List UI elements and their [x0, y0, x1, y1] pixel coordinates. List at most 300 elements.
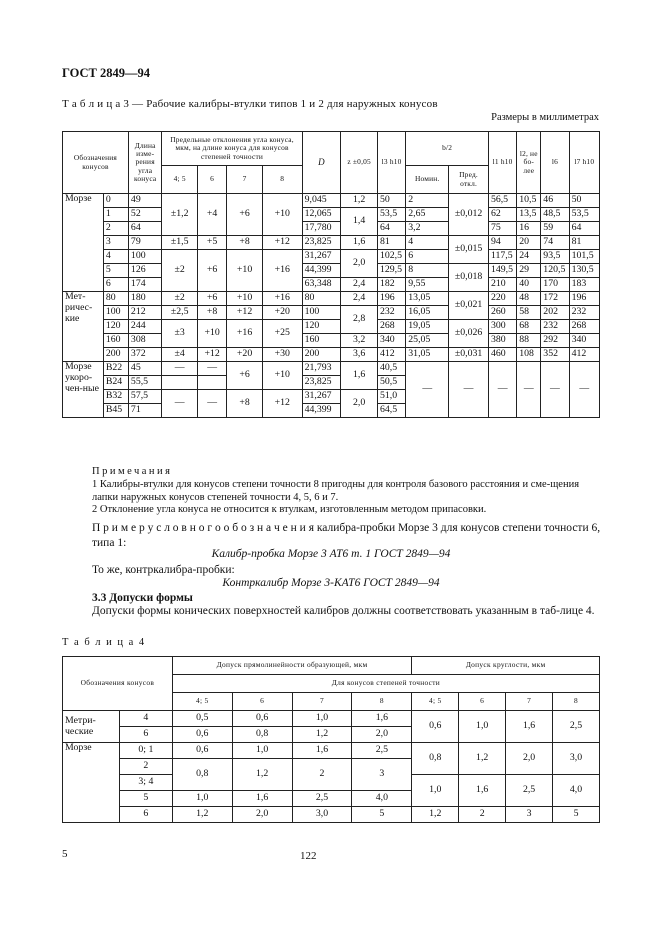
cell-len: 308	[128, 334, 161, 348]
t4-round-cell: 3	[506, 807, 553, 823]
cell-l1: 380	[488, 334, 516, 348]
cell-des: B45	[103, 404, 128, 418]
t4-cell-s6: 1,0	[232, 743, 292, 759]
cell-des: B22	[103, 362, 128, 376]
cell-len: 100	[128, 250, 161, 264]
cell-l3: 51,0	[377, 390, 405, 404]
cell-l1: 56,5	[488, 194, 516, 208]
t4-cell-des: 6	[119, 807, 172, 823]
t4-round-cell: 1,6	[459, 775, 506, 807]
section-title: 3.3 Допуски формы	[92, 592, 193, 604]
cell-l6: 93,5	[541, 250, 569, 264]
table4-title: Т а б л и ц а 4	[62, 637, 146, 648]
cell-d45: —	[162, 362, 198, 376]
cell-l3: 50	[377, 194, 405, 208]
t4-deg7-r: 7	[506, 693, 553, 711]
cell-len: 71	[128, 404, 161, 418]
t4-deg8-s: 8	[352, 693, 412, 711]
t4-group-metric-2: ческие	[65, 725, 94, 737]
col-l1: l1 h10	[488, 132, 516, 194]
col-deg8: 8	[262, 166, 302, 194]
t4-cell-s7: 3,0	[292, 807, 352, 823]
cell-z: 3,2	[341, 334, 378, 348]
cell-l7: 412	[569, 348, 599, 362]
example-formula: Калибр-пробка Морзе 3 АТ6 т. 1 ГОСТ 2849—94	[211, 548, 451, 560]
example-label-rest: калибра-пробки Морзе 3 для конусов степени точности 6, типа 1:	[92, 522, 601, 549]
cell-l1: 260	[488, 306, 516, 320]
t4-round-cell: 2	[459, 807, 506, 823]
table3-row	[63, 362, 600, 376]
cell-z: 1,6	[341, 362, 378, 390]
t4-cell-s8: 4,0	[352, 791, 412, 807]
cell-l6: 59	[541, 222, 569, 236]
cell-l3: 232	[377, 306, 405, 320]
t4-col-straightness: Допуск прямолинейности образующей, мкм	[172, 657, 412, 675]
cell-d7: +8	[227, 236, 263, 250]
cell-d8: +20	[262, 306, 302, 320]
col-pred: Пред. откл.	[449, 166, 489, 194]
t4-cell-s45: 0,5	[172, 711, 232, 727]
t4-cell-s7: 2	[292, 759, 352, 791]
cell-D: 9,045	[302, 194, 341, 208]
t4-deg8-r: 8	[553, 693, 600, 711]
cell-d45: ±3	[162, 320, 198, 348]
cell-nom: 2	[406, 194, 449, 208]
cell-nom: 8	[406, 264, 449, 278]
t4-round-cell: 3,0	[553, 743, 600, 775]
example-label-spaced: П р и м е р у с л о в н о г о о б о з н а ч е н и я	[92, 522, 314, 534]
cell-l1: 300	[488, 320, 516, 334]
cell-D: 100	[302, 306, 341, 320]
cell-l7: 53,5	[569, 208, 599, 222]
cell-len: 180	[128, 292, 161, 306]
cell-l3: 64	[377, 222, 405, 236]
cell-des: B32	[103, 390, 128, 404]
t4-deg45-r: 4; 5	[412, 693, 459, 711]
t4-round-cell: 1,0	[459, 711, 506, 743]
cell-d6: +4	[197, 194, 226, 236]
cell-D: 44,399	[302, 264, 341, 278]
cell-d8: +10	[262, 194, 302, 236]
t4-cell-s6: 0,8	[232, 727, 292, 743]
col-l7: l7 h10	[569, 132, 599, 194]
cell-l1: 94	[488, 236, 516, 250]
table3-row	[63, 222, 600, 236]
t4-cell-s6: 0,6	[232, 711, 292, 727]
cell-des: B24	[103, 376, 128, 390]
table3-title: Т а б л и ц а 3 — Рабочие калибры-втулки типов 1 и 2 для наружных конусов	[62, 98, 438, 110]
cell-l1: 117,5	[488, 250, 516, 264]
t4-cell-s8: 2,0	[352, 727, 412, 743]
cell-l2: —	[517, 362, 541, 418]
cell-d8: +12	[262, 236, 302, 250]
cell-l2: 40	[517, 278, 541, 292]
t4-cell-des: 2	[119, 759, 172, 775]
cell-D: 12,065	[302, 208, 341, 222]
cell-l6: 120,5	[541, 264, 569, 278]
cell-l2: 20	[517, 236, 541, 250]
cell-len: 372	[128, 348, 161, 362]
table4-row	[63, 711, 600, 727]
t4-round-cell: 2,5	[553, 711, 600, 743]
cell-d8: +16	[262, 250, 302, 292]
cell-d45: ±1,5	[162, 236, 198, 250]
group-short: Морзе укоро-чен-ные	[63, 362, 104, 418]
cell-nom: 3,2	[406, 222, 449, 236]
cell-len: 45	[128, 362, 161, 376]
cell-l3: 53,5	[377, 208, 405, 222]
t4-cell-des: 3; 4	[119, 775, 172, 791]
cell-l7: 268	[569, 320, 599, 334]
col-deg45: 4; 5	[162, 166, 198, 194]
table4-row	[63, 807, 600, 823]
table4	[62, 656, 600, 823]
cell-l1: 62	[488, 208, 516, 222]
cell-D: 80	[302, 292, 341, 306]
cell-len: 64	[128, 222, 161, 236]
cell-des: 3	[103, 236, 128, 250]
table4-row	[63, 743, 600, 759]
cell-nom: 31,05	[406, 348, 449, 362]
cell-z: 1,4	[341, 208, 378, 236]
cell-z: 2,0	[341, 250, 378, 278]
cell-d6	[197, 376, 226, 390]
cell-l3: 412	[377, 348, 405, 362]
col-l3: l3 h10	[377, 132, 405, 194]
t4-round-cell: 0,6	[412, 711, 459, 743]
cell-nom: —	[406, 362, 449, 418]
table4-body	[63, 711, 600, 823]
cell-l1: 75	[488, 222, 516, 236]
t4-cell-s8: 5	[352, 807, 412, 823]
cell-des: 4	[103, 250, 128, 264]
cell-l1: 220	[488, 292, 516, 306]
cell-l7: 183	[569, 278, 599, 292]
t4-deg7-s: 7	[292, 693, 352, 711]
cell-l2: 29	[517, 264, 541, 278]
cell-d6: +10	[197, 320, 226, 348]
t4-cell-s45: 1,2	[172, 807, 232, 823]
t4-col-designation: Обозначения конусов	[63, 657, 173, 711]
cell-l3: 196	[377, 292, 405, 306]
cell-l7: 101,5	[569, 250, 599, 264]
cell-l6: 172	[541, 292, 569, 306]
cell-l3: 182	[377, 278, 405, 292]
cell-d6: —	[197, 390, 226, 418]
cell-z: 3,6	[341, 348, 378, 362]
cell-pred: ±0,021	[449, 292, 489, 320]
cell-d6: +6	[197, 250, 226, 292]
group-metric: Мет-ричес-кие	[63, 292, 104, 362]
cell-D: 120	[302, 320, 341, 334]
cell-l2: 88	[517, 334, 541, 348]
cell-l6: 74	[541, 236, 569, 250]
cell-D: 17,780	[302, 222, 341, 236]
col-deg6: 6	[197, 166, 226, 194]
cell-l3: 340	[377, 334, 405, 348]
cell-nom: 4	[406, 236, 449, 250]
cell-l6: 352	[541, 348, 569, 362]
note-1: 1 Калибры-втулки для конусов степени точности 8 пригодны для контроля базового расстояния и сме-щения лапки наружных конусов степеней точности 4, 5, 6 и 7.	[92, 479, 580, 503]
cell-pred: ±0,018	[449, 264, 489, 292]
cell-len: 126	[128, 264, 161, 278]
group-morse: Морзе	[63, 194, 104, 292]
table3-row	[63, 250, 600, 264]
t4-col-degrees: Для конусов степеней точности	[172, 675, 599, 693]
t4-cell-s6: 1,2	[232, 759, 292, 791]
cell-l6: 202	[541, 306, 569, 320]
col-z: z ±0,05	[341, 132, 378, 194]
t4-round-cell: 2,5	[506, 775, 553, 807]
cell-len: 79	[128, 236, 161, 250]
cell-l1: 149,5	[488, 264, 516, 278]
cell-d6: +5	[197, 236, 226, 250]
table3	[62, 131, 600, 418]
cell-D: 200	[302, 348, 341, 362]
cell-l2: 10,5	[517, 194, 541, 208]
cell-d7: +12	[227, 306, 263, 320]
cell-d7: +10	[227, 292, 263, 306]
cell-l6: 48,5	[541, 208, 569, 222]
t4-round-cell: 1,2	[412, 807, 459, 823]
cell-l3: 64,5	[377, 404, 405, 418]
t4-cell-des: 5	[119, 791, 172, 807]
cell-z: 2,4	[341, 292, 378, 306]
cell-d6: +12	[197, 348, 226, 362]
t4-cell-s8: 3	[352, 759, 412, 791]
cell-z: 2,4	[341, 278, 378, 292]
table3-body	[63, 194, 600, 418]
col-l6: l6	[541, 132, 569, 194]
cell-d45	[162, 376, 198, 390]
cell-pred: ±0,012	[449, 194, 489, 236]
cell-d8: +12	[262, 390, 302, 418]
table3-row	[63, 236, 600, 250]
t4-round-cell: 4,0	[553, 775, 600, 807]
col-deviations: Предельные отклонения угла конуса, мкм, на длине конуса для конусов степеней точности	[162, 132, 302, 166]
cell-l7: 232	[569, 306, 599, 320]
cell-D: 23,825	[302, 376, 341, 390]
cell-l2: 13,5	[517, 208, 541, 222]
t4-group-metric-1: Метри-	[65, 714, 96, 726]
cell-z: 2,0	[341, 390, 378, 418]
cell-l7: 50	[569, 194, 599, 208]
cell-pred: —	[449, 362, 489, 418]
t4-group-morse: Морзе	[63, 743, 120, 823]
cell-nom: 16,05	[406, 306, 449, 320]
t4-group-metric	[63, 711, 120, 743]
cell-l3: 102,5	[377, 250, 405, 264]
cell-len: 244	[128, 320, 161, 334]
cell-d8: +25	[262, 320, 302, 348]
table3-row	[63, 292, 600, 306]
notes-title: Примечания	[92, 466, 173, 477]
cell-pred: ±0,026	[449, 320, 489, 348]
t4-cell-s7: 2,5	[292, 791, 352, 807]
cell-l2: 68	[517, 320, 541, 334]
table3-row	[63, 348, 600, 362]
cell-d45: ±2	[162, 250, 198, 292]
cell-des: 2	[103, 222, 128, 236]
cell-len: 174	[128, 278, 161, 292]
cell-l3: 129,5	[377, 264, 405, 278]
t4-col-roundness: Допуск круглости, мкм	[412, 657, 600, 675]
cell-d7: +6	[227, 194, 263, 236]
t4-cell-s45: 1,0	[172, 791, 232, 807]
t4-deg6-r: 6	[459, 693, 506, 711]
cell-len: 55,5	[128, 376, 161, 390]
cell-d45: ±1,2	[162, 194, 198, 236]
cell-len: 57,5	[128, 390, 161, 404]
cell-pred: ±0,015	[449, 236, 489, 264]
table3-row	[63, 306, 600, 320]
table3-row	[63, 264, 600, 278]
t4-cell-s7: 1,2	[292, 727, 352, 743]
cell-d8: +16	[262, 292, 302, 306]
t4-deg45-s: 4; 5	[172, 693, 232, 711]
cell-l6: —	[541, 362, 569, 418]
t4-cell-s7: 1,6	[292, 743, 352, 759]
table3-row	[63, 278, 600, 292]
t4-cell-s6: 1,6	[232, 791, 292, 807]
cell-d6: +8	[197, 306, 226, 320]
page-number-center: 122	[300, 850, 317, 862]
col-deg7: 7	[227, 166, 263, 194]
cell-nom: 25,05	[406, 334, 449, 348]
cell-l2: 108	[517, 348, 541, 362]
cell-D: 31,267	[302, 250, 341, 264]
cell-nom: 6	[406, 250, 449, 264]
cell-l3: 50,5	[377, 376, 405, 390]
cell-nom: 9,55	[406, 278, 449, 292]
cell-des: 80	[103, 292, 128, 306]
example-label	[92, 521, 602, 551]
cell-des: 5	[103, 264, 128, 278]
t4-cell-s45: 0,6	[172, 727, 232, 743]
t4-deg6-s: 6	[232, 693, 292, 711]
t4-round-cell: 0,8	[412, 743, 459, 775]
t4-cell-des: 6	[119, 727, 172, 743]
t4-round-cell: 1,6	[506, 711, 553, 743]
cell-l6: 170	[541, 278, 569, 292]
t4-cell-s45: 0,8	[172, 759, 232, 791]
table3-row	[63, 334, 600, 348]
cell-d7: +8	[227, 390, 263, 418]
t4-cell-des: 0; 1	[119, 743, 172, 759]
cell-des: 200	[103, 348, 128, 362]
t4-cell-s6: 2,0	[232, 807, 292, 823]
t4-round-cell: 1,2	[459, 743, 506, 775]
cell-len: 212	[128, 306, 161, 320]
document-code: ГОСТ 2849—94	[62, 66, 151, 80]
cell-l1: —	[488, 362, 516, 418]
cell-nom: 19,05	[406, 320, 449, 334]
cell-l7: 81	[569, 236, 599, 250]
cell-l2: 48	[517, 292, 541, 306]
t4-cell-des: 4	[119, 711, 172, 727]
col-designation: Обозначения конусов	[63, 132, 129, 194]
cell-l3: 81	[377, 236, 405, 250]
t4-round-cell: 2,0	[506, 743, 553, 775]
section-text: Допуски формы конических поверхностей калибров должны соответствовать указанным в таб-лице 4.	[92, 605, 595, 617]
cell-nom: 2,65	[406, 208, 449, 222]
cell-D: 31,267	[302, 390, 341, 404]
cell-d6: +6	[197, 292, 226, 306]
cell-l2: 16	[517, 222, 541, 236]
cell-z: 1,2	[341, 194, 378, 208]
cell-l7: 64	[569, 222, 599, 236]
cell-d6: —	[197, 362, 226, 376]
table3-row	[63, 194, 600, 208]
cell-des: 100	[103, 306, 128, 320]
cell-l2: 24	[517, 250, 541, 264]
cell-d45: ±2	[162, 292, 198, 306]
cell-l1: 460	[488, 348, 516, 362]
cell-D: 63,348	[302, 278, 341, 292]
cell-z: 2,8	[341, 306, 378, 334]
col-D: D	[302, 132, 341, 194]
cell-d7: +6	[227, 362, 263, 390]
cell-d45: ±4	[162, 348, 198, 362]
cell-d45: ±2,5	[162, 306, 198, 320]
table3-units: Размеры в миллиметрах	[491, 112, 599, 123]
cell-l6: 46	[541, 194, 569, 208]
t4-cell-s8: 2,5	[352, 743, 412, 759]
t4-cell-s45: 0,6	[172, 743, 232, 759]
t4-round-cell: 1,0	[412, 775, 459, 807]
col-l2: l2, не бо-лее	[517, 132, 541, 194]
cell-l7: 196	[569, 292, 599, 306]
cell-d7: +10	[227, 250, 263, 292]
table3-row	[63, 208, 600, 222]
cell-l3: 268	[377, 320, 405, 334]
table3-row	[63, 320, 600, 334]
cell-des: 0	[103, 194, 128, 208]
col-length: Длина изме-рения угла конуса	[128, 132, 161, 194]
cell-l7: 130,5	[569, 264, 599, 278]
cell-d8: +10	[262, 362, 302, 390]
cell-len: 52	[128, 208, 161, 222]
cell-D: 21,793	[302, 362, 341, 376]
cell-l6: 232	[541, 320, 569, 334]
note-2: 2 Отклонение угла конуса не относится к втулкам, изготовленным методом припасовки.	[92, 504, 487, 515]
cell-len: 49	[128, 194, 161, 208]
cell-nom: 13,05	[406, 292, 449, 306]
t4-cell-s8: 1,6	[352, 711, 412, 727]
cell-l1: 210	[488, 278, 516, 292]
cell-des: 120	[103, 320, 128, 334]
control-text: То же, контркалибра-пробки:	[92, 564, 235, 576]
cell-l7: 340	[569, 334, 599, 348]
cell-des: 160	[103, 334, 128, 348]
t4-cell-s7: 1,0	[292, 711, 352, 727]
t4-round-cell: 5	[553, 807, 600, 823]
cell-l2: 58	[517, 306, 541, 320]
cell-d45: —	[162, 390, 198, 418]
cell-des: 6	[103, 278, 128, 292]
page-number-left: 5	[62, 848, 68, 860]
cell-D: 160	[302, 334, 341, 348]
cell-d7: +16	[227, 320, 263, 348]
cell-D: 23,825	[302, 236, 341, 250]
cell-des: 1	[103, 208, 128, 222]
cell-l3: 40,5	[377, 362, 405, 376]
col-nom: Номин.	[406, 166, 449, 194]
cell-l7: —	[569, 362, 599, 418]
col-b2: b/2	[406, 132, 489, 166]
cell-D: 44,399	[302, 404, 341, 418]
control-formula: Контркалибр Морзе 3-КАТ6 ГОСТ 2849—94	[222, 577, 440, 589]
